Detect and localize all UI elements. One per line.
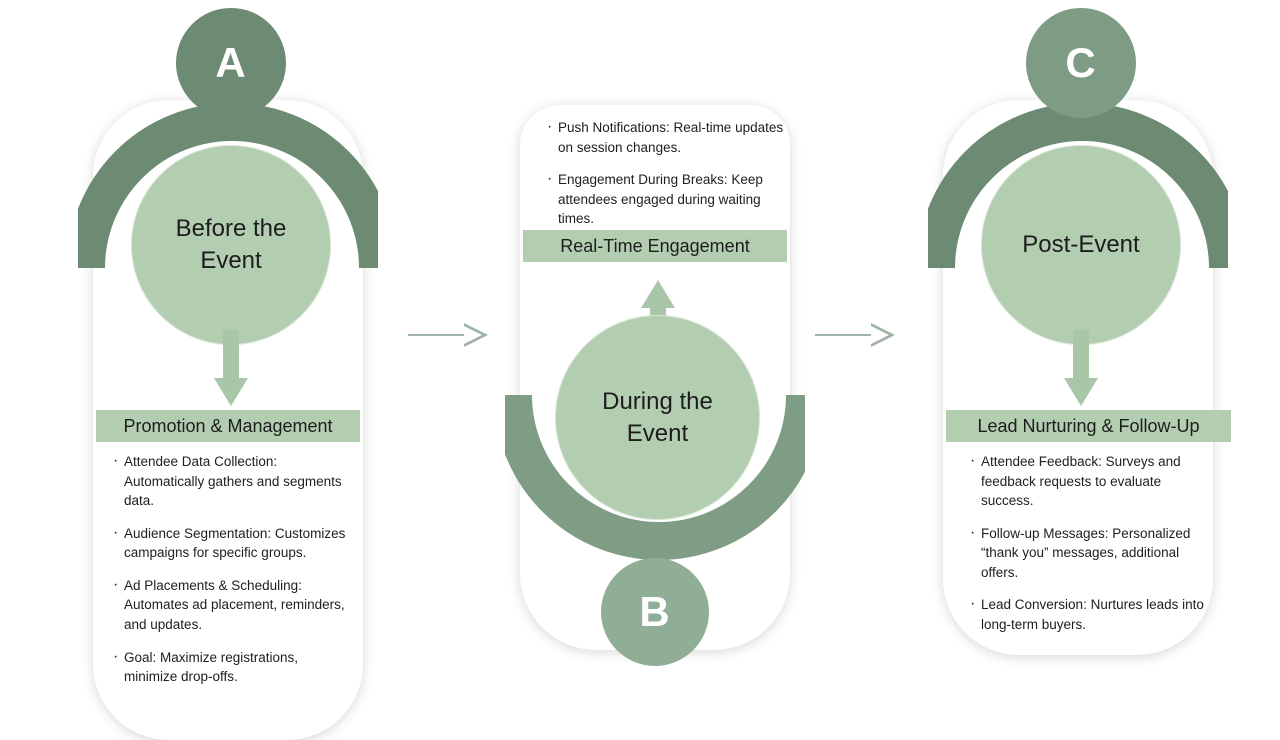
stage-a-band bbox=[96, 410, 360, 442]
stage-a-bubble bbox=[131, 145, 331, 345]
list-item: · Engagement During Breaks: Keep attendees engaged during waiting times. bbox=[545, 170, 785, 229]
stage-c-badge-label: C bbox=[1065, 39, 1097, 86]
list-item: · Attendee Feedback: Surveys and feedback requests to evaluate success. bbox=[968, 452, 1208, 511]
stage-a-band-label: Promotion & Management bbox=[123, 415, 333, 436]
connector-b-to-c bbox=[815, 323, 901, 347]
stage-a bbox=[78, 0, 378, 720]
stage-b-band-label: Real-Time Engagement bbox=[560, 235, 750, 256]
stage-c-band bbox=[946, 410, 1231, 442]
stage-b bbox=[505, 0, 805, 720]
stage-a-bullets bbox=[111, 452, 351, 700]
stage-c-bubble bbox=[981, 145, 1181, 345]
stage-c bbox=[928, 0, 1228, 720]
connector-arrowhead-inner bbox=[464, 326, 482, 344]
connector-arrowhead-inner bbox=[871, 326, 889, 344]
stage-a-bubble-line2: Event bbox=[200, 247, 262, 274]
stage-b-bullets bbox=[545, 118, 785, 242]
stage-c-bullets bbox=[968, 452, 1208, 648]
stage-b-bubble bbox=[555, 315, 760, 520]
stage-a-bubble-line1: Before the bbox=[175, 215, 287, 243]
connector-a-to-b bbox=[408, 323, 494, 347]
list-item: · Goal: Maximize registrations, minimize drop-offs. bbox=[111, 648, 351, 687]
list-item: · Attendee Data Collection: Automatically gathers and segments data. bbox=[111, 452, 351, 511]
stage-b-badge bbox=[601, 558, 709, 666]
connector-line bbox=[408, 334, 470, 336]
stage-c-bubble-line1: Post-Event bbox=[1022, 231, 1140, 259]
stage-a-badge bbox=[176, 8, 286, 118]
stage-c-band-label: Lead Nurturing & Follow-Up bbox=[977, 415, 1200, 436]
connector-line bbox=[815, 334, 877, 336]
stage-b-band bbox=[523, 230, 787, 262]
list-item: · Audience Segmentation: Customizes campaigns for specific groups. bbox=[111, 524, 351, 563]
stage-b-badge-label: B bbox=[639, 588, 671, 635]
stage-b-bubble-line2: Event bbox=[626, 419, 689, 447]
list-item: · Push Notifications: Real-time updates on session changes. bbox=[545, 118, 785, 157]
list-item: · Lead Conversion: Nurtures leads into long-term buyers. bbox=[968, 595, 1208, 634]
stage-b-bubble-line1: During the bbox=[602, 387, 713, 415]
list-item: · Follow-up Messages: Personalized “thank you” messages, additional offers. bbox=[968, 524, 1208, 583]
list-item: · Ad Placements & Scheduling: Automates ad placement, reminders, and updates. bbox=[111, 576, 351, 635]
stage-a-badge-label: A bbox=[215, 39, 247, 86]
stage-c-badge bbox=[1026, 8, 1136, 118]
